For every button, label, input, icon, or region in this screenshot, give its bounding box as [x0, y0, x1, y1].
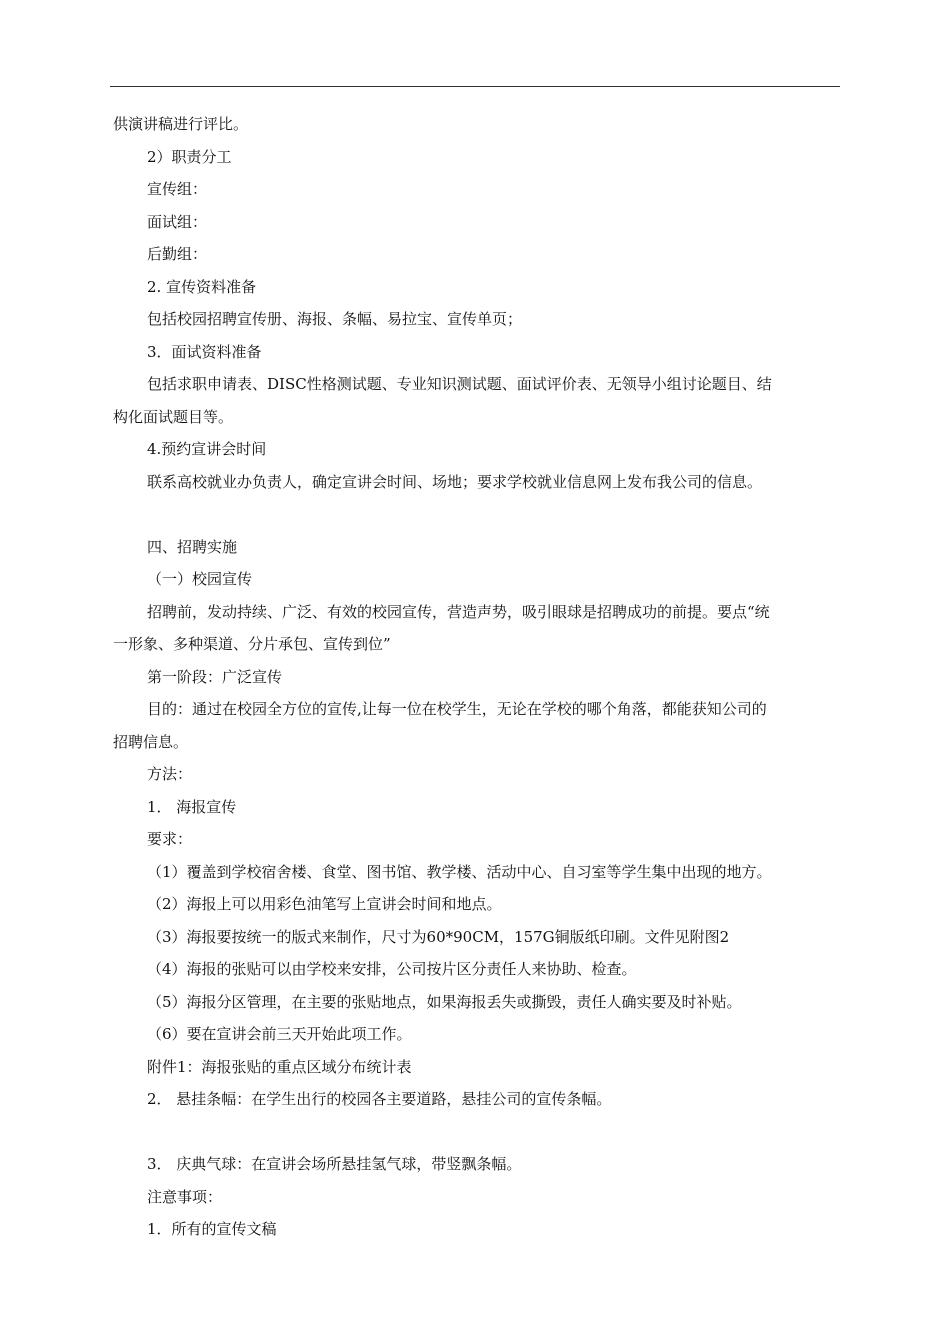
text-line: 面试组：: [147, 212, 208, 231]
text-line: 目的：通过在校园全方位的宣传,让每一位在校学生，无论在学校的哪个角落，都能获知公司的: [147, 700, 767, 718]
text-line: 注意事项：: [147, 1187, 223, 1206]
text-line: 供演讲稿进行评比。: [113, 115, 249, 133]
subsection-heading: 3．面试资料准备: [147, 342, 262, 361]
text-line: 宣传组：: [147, 180, 208, 198]
subsection-heading: （一）校园宣传: [147, 570, 253, 588]
blank-line: [113, 498, 838, 531]
text-line: 后勤组：: [147, 245, 208, 263]
text-line: 包括校园招聘宣传册、海报、条幅、易拉宝、宣传单页；: [147, 310, 523, 328]
text-line: 方法：: [147, 765, 193, 783]
list-item: （4）海报的张贴可以由学校来安排，公司按片区分责任人来协助、检查。: [147, 960, 637, 978]
subsection-heading: 4.预约宣讲会时间: [147, 440, 267, 458]
list-item: （3）海报要按统一的版式来制作，尺寸为60*90CM，157G铜版纸印刷。文件见附图2: [147, 927, 730, 946]
subsection-heading: 2）职责分工: [147, 147, 232, 166]
list-item: （6）要在宣讲会前三天开始此项工作。: [147, 1025, 412, 1043]
subsection-heading: 2. 宣传资料准备: [147, 277, 257, 296]
text-line: 要求：: [147, 830, 193, 848]
list-item: （1）覆盖到学校宿舍楼、食堂、图书馆、教学楼、活动中心、自习室等学生集中出现的地方。: [147, 862, 772, 881]
text-line: 构化面试题目等。: [113, 407, 234, 426]
header-rule: [110, 86, 840, 87]
list-item: （5）海报分区管理，在主要的张贴地点，如果海报丢失或撕毁，责任人确实要及时补贴。: [147, 992, 742, 1011]
document-body: [113, 108, 838, 1246]
text-line: 联系高校就业办负责人，确定宣讲会时间、场地；要求学校就业信息网上发布我公司的信息。: [147, 472, 763, 491]
section-heading: 四、招聘实施: [147, 537, 238, 556]
text-line: 附件1：海报张贴的重点区域分布统计表: [147, 1057, 412, 1076]
list-item: （2）海报上可以用彩色油笔写上宣讲会时间和地点。: [147, 895, 502, 913]
list-item: 1．所有的宣传文稿: [147, 1220, 277, 1238]
list-item: 1． 海报宣传: [147, 797, 237, 816]
text-line: 一形象、多种渠道、分片承包、宣传到位”: [113, 635, 391, 653]
text-line: 第一阶段：广泛宣传: [147, 667, 283, 686]
text-line: 招聘信息。: [113, 732, 189, 751]
text-line: 招聘前，发动持续、广泛、有效的校园宣传，营造声势，吸引眼球是招聘成功的前提。要点“统: [147, 602, 770, 621]
text-line: 包括求职申请表、DISC性格测试题、专业知识测试题、面试评价表、无领导小组讨论题目、结: [147, 375, 772, 393]
list-item: 2． 悬挂条幅：在学生出行的校园各主要道路，悬挂公司的宣传条幅。: [147, 1090, 612, 1108]
list-item: 3． 庆典气球：在宣讲会场所悬挂氢气球，带竖飘条幅。: [147, 1155, 522, 1173]
blank-line: [113, 1116, 838, 1149]
